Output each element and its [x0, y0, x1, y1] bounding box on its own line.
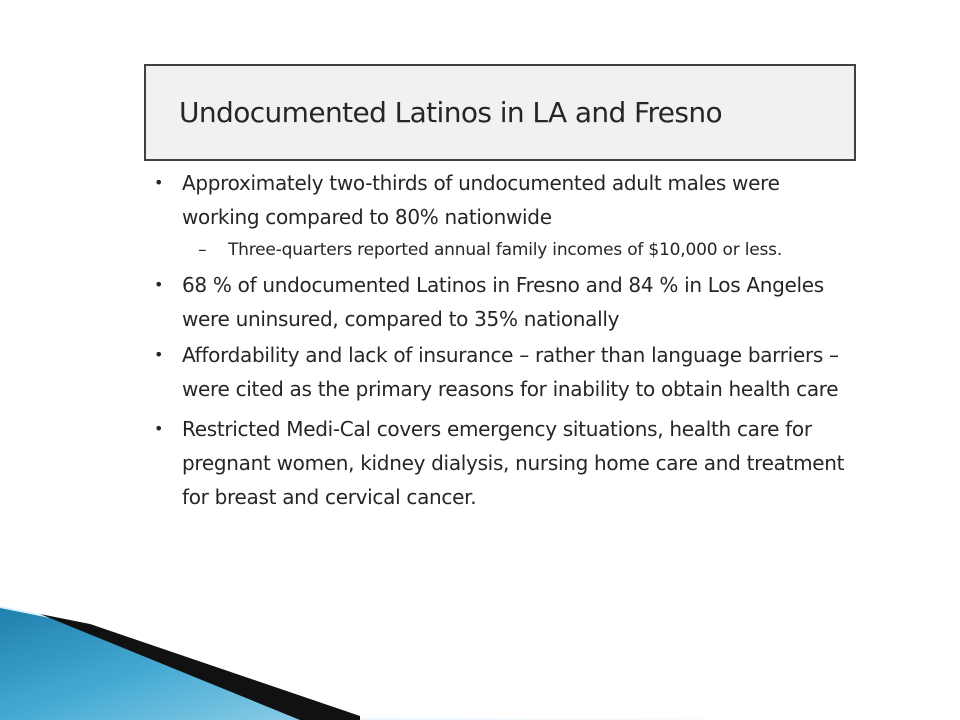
sub-bullet-text-1: Three-quarters reported annual family incomes of $10,000 or less.: [228, 240, 783, 260]
bullet-item-3: [150, 338, 850, 406]
bullet-icon: •: [154, 173, 164, 192]
corner-decoration: [0, 600, 960, 720]
bullet-item-1: [150, 166, 850, 234]
bullet-item-4: [150, 412, 850, 514]
bullet-icon: •: [154, 275, 164, 294]
bullet-text-1: Approximately two-thirds of undocumented adult males were working compared to 80% nationwide: [182, 171, 780, 229]
bullet-text-3: Affordability and lack of insurance – rather than language barriers – were cited as the primary reasons for inability to obtain health care: [182, 343, 839, 401]
bullet-text-2: 68 % of undocumented Latinos in Fresno and 84 % in Los Angeles were uninsured, compared to 35% nationally: [182, 273, 824, 331]
dash-icon: –: [198, 240, 207, 260]
slide-title: Undocumented Latinos in LA and Fresno: [179, 96, 723, 129]
slide-content: [150, 166, 850, 514]
bullet-text-4: Restricted Medi-Cal covers emergency situations, health care for pregnant women, kidney dialysis, nursing home care and treatment for breast and cervical cancer.: [182, 417, 845, 509]
bullet-icon: •: [154, 419, 164, 438]
bullet-icon: •: [154, 345, 164, 364]
sub-bullet-item-1: [198, 236, 850, 264]
title-box: [144, 64, 856, 161]
bullet-item-2: [150, 268, 850, 336]
